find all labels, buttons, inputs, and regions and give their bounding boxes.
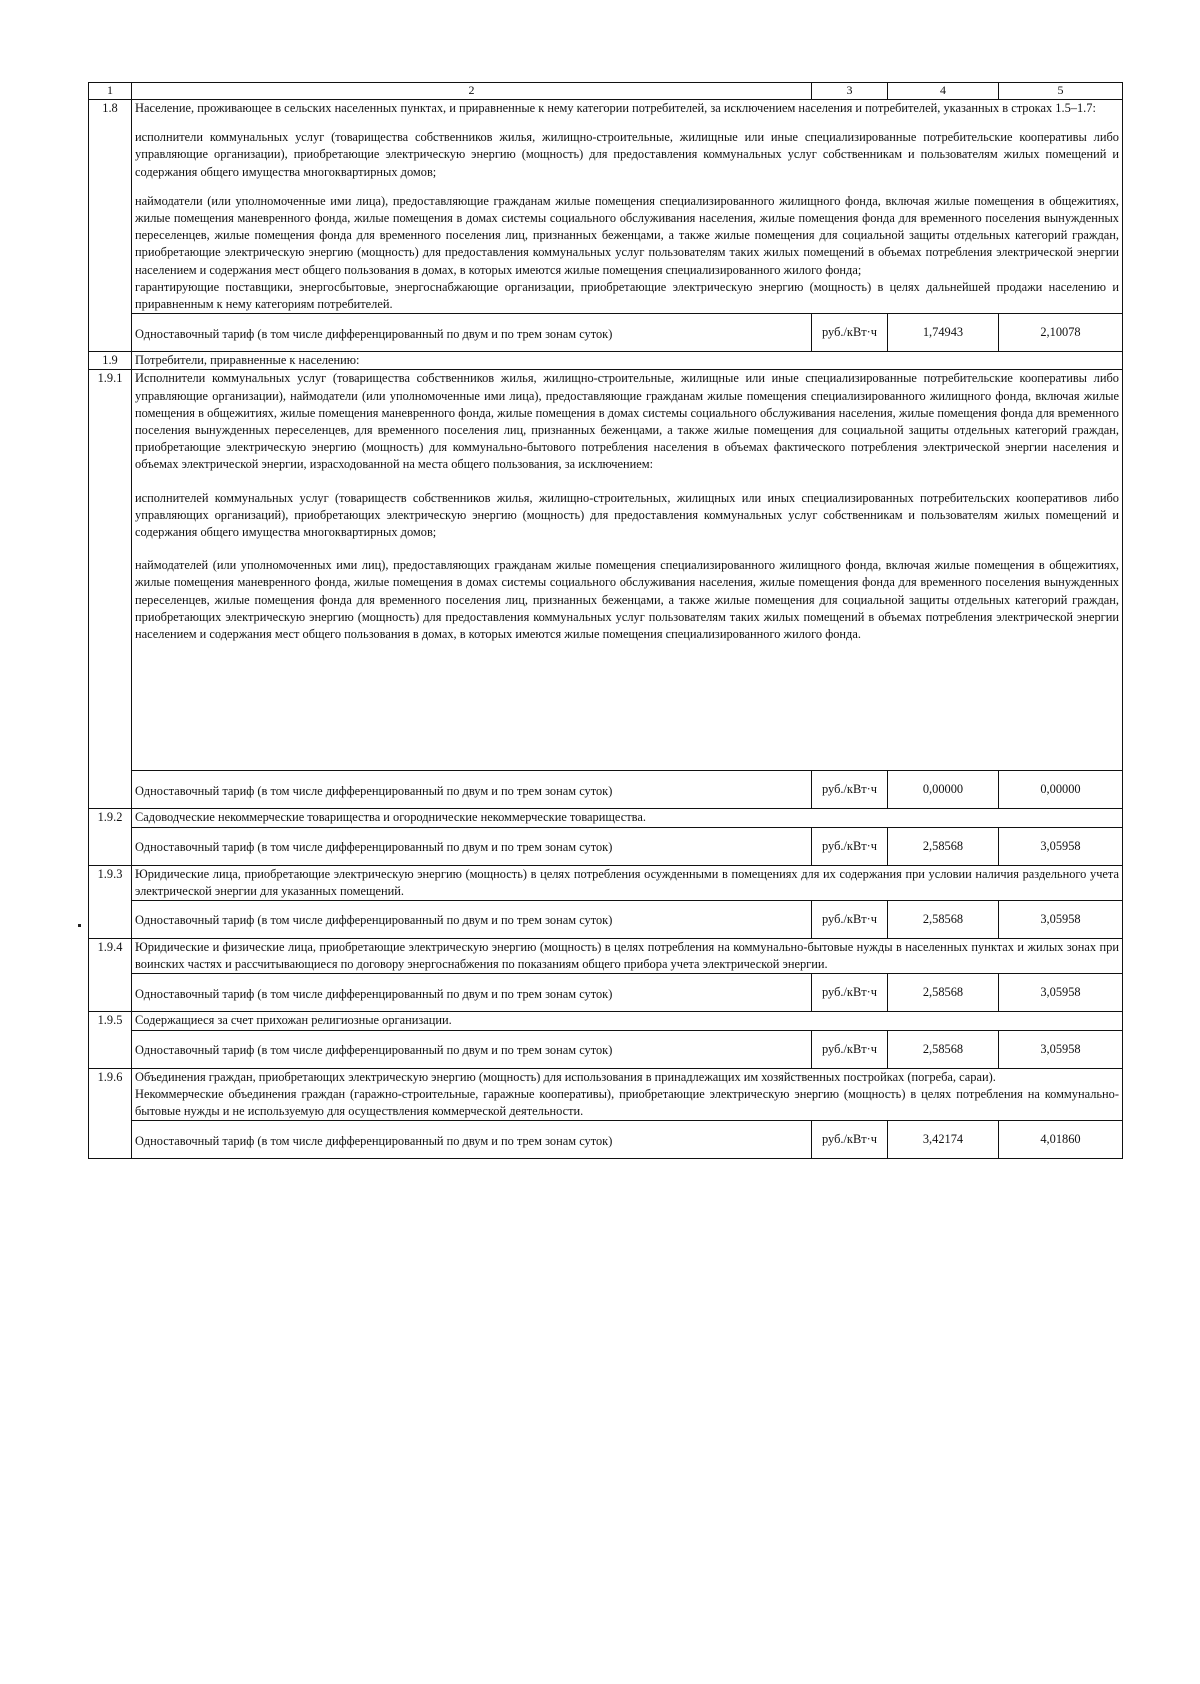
paragraph: Содержащиеся за счет прихожан религиозные организации. <box>135 1013 452 1028</box>
paragraph: наймодателей (или уполномоченных ими лиц), предоставляющих гражданам жилые помещения специализированного жилищного фонда, включая жилые помещения в общежитиях, жилые помещения маневренного фонда, жилые помещения в домах системы социального обслуживания населения, жилые помещения фонда для временного поселения вынужденных переселенцев, жилые помещения фонда для временного поселения лиц, признанных беженцами, а также жилые помещения для социальной защиты отдельных категорий граждан, приобретающих электрическую энергию (мощность) для предоставления коммунальных услуг пользователям таких жилых помещений в объемах потребления электрической энергии населением и содержания мест общего пользования в домах, в которых имеются жилые помещения специализированного жилого фонда. <box>135 558 1119 642</box>
section-row <box>89 1012 1123 1030</box>
section-row <box>89 352 1123 370</box>
paragraph: исполнителей коммунальных услуг (товариществ собственников жилья, жилищно-строительных, жилищных или иных специализированных потребительских кооперативов либо управляющих организаций), приобретающих электрическую энергию (мощность) для предоставления коммунальных услуг собственникам и пользователям жилых помещений и содержания общего имущества многоквартирных домов; <box>135 490 1119 540</box>
section-description <box>132 370 1123 771</box>
tariff-table <box>88 82 1123 1159</box>
paragraph: Юридические лица, приобретающие электрическую энергию (мощность) в целях потребления осужденными в помещениях для их содержания при условии наличия раздельного учета электрической энергии для указанных помещений. <box>135 866 1119 898</box>
tariff-value-col5: 4,01860 <box>999 1121 1123 1159</box>
section-description <box>132 1012 1123 1030</box>
section-number: 1.9.2 <box>89 809 132 865</box>
paragraph: Население, проживающее в сельских населенных пунктах, и приравненные к нему категории потребителей, за исключением населения и потребителей, указанных в строках 1.5–1.7: <box>135 101 1096 115</box>
tariff-value-col4: 1,74943 <box>888 314 999 352</box>
tariff-rate-row <box>89 771 1123 809</box>
tariff-rate-row <box>89 974 1123 1012</box>
tariff-value-col5: 2,10078 <box>999 314 1123 352</box>
tariff-label: Одноставочный тариф (в том числе дифференцированный по двум и по трем зонам суток) <box>132 771 812 809</box>
column-number-3: 3 <box>812 83 888 100</box>
paragraph: Исполнители коммунальных услуг (товарищества собственников жилья, жилищно-строительные, жилищные или иные специализированные потребительские кооперативы либо управляющие организации), наймодатели (или уполномоченные ими лица), предоставляющие гражданам жилые помещения специализированного жилищного фонда, включая жилые помещения в общежитиях, жилые помещения маневренного фонда, жилые помещения в домах системы социального обслуживания населения, жилые помещения фонда для временного поселения вынужденных переселенцев, для временного поселения лиц, признанных беженцами, а также жилые помещения для социальной защиты отдельных категорий граждан, приобретающие электрическую энергию (мощность) для коммунально-бытового потребления населения в объемах фактического потребления электрической энергии населения и объемах электрической энергии, израсходованной на места общего пользования, за исключением: <box>135 371 1119 472</box>
tariff-label: Одноставочный тариф (в том числе дифференцированный по двум и по трем зонам суток) <box>132 901 812 939</box>
scan-speck <box>78 924 81 927</box>
paragraph: наймодатели (или уполномоченные ими лица), предоставляющие гражданам жилые помещения специализированного жилищного фонда, включая жилые помещения в общежитиях, жилые помещения маневренного фонда, жилые помещения в домах системы социального обслуживания населения, жилые помещения фонда для временного поселения вынужденных переселенцев, жилые помещения фонда для временного поселения лиц, признанных беженцами, а также жилые помещения для социальной защиты отдельных категорий граждан, приобретающие электрическую энергию (мощность) для предоставления коммунальных услуг пользователям таких жилых помещений в объемах потребления электрической энергии населением и содержания мест общего пользования в домах, в которых имеются жилые помещения специализированного жилого фонда; <box>135 193 1119 277</box>
column-number-1: 1 <box>89 83 132 100</box>
tariff-rate-row <box>89 1030 1123 1068</box>
section-number: 1.9.1 <box>89 370 132 809</box>
section-description <box>132 865 1123 900</box>
tariff-value-col4: 0,00000 <box>888 771 999 809</box>
section-description <box>132 939 1123 974</box>
tariff-value-col5: 0,00000 <box>999 771 1123 809</box>
section-number: 1.8 <box>89 100 132 352</box>
section-number: 1.9.3 <box>89 865 132 938</box>
tariff-unit: руб./кВт·ч <box>812 974 888 1012</box>
section-row <box>89 939 1123 974</box>
paragraph: Некоммерческие объединения граждан (гаражно-строительные, гаражные кооперативы), приобретающие электрическую энергию (мощность) в целях потребления на коммунально-бытовые нужды и не используемую для осуществления коммерческой деятельности. <box>135 1086 1119 1119</box>
tariff-value-col4: 2,58568 <box>888 974 999 1012</box>
section-description <box>132 809 1123 827</box>
tariff-unit: руб./кВт·ч <box>812 771 888 809</box>
tariff-label: Одноставочный тариф (в том числе дифференцированный по двум и по трем зонам суток) <box>132 1030 812 1068</box>
tariff-unit: руб./кВт·ч <box>812 827 888 865</box>
section-description <box>132 1068 1123 1121</box>
tariff-label: Одноставочный тариф (в том числе дифференцированный по двум и по трем зонам суток) <box>132 827 812 865</box>
section-description <box>132 100 1123 314</box>
section-row <box>89 100 1123 314</box>
tariff-unit: руб./кВт·ч <box>812 1121 888 1159</box>
tariff-value-col5: 3,05958 <box>999 901 1123 939</box>
paragraph: исполнители коммунальных услуг (товарищества собственников жилья, жилищно-строительные, жилищные или иные специализированные потребительские кооперативы либо управляющие организации), приобретающие электрическую энергию (мощность) для предоставления коммунальных услуг собственникам и пользователям жилых помещений и содержания общего имущества многоквартирных домов; <box>135 130 1119 179</box>
tariff-value-col4: 2,58568 <box>888 1030 999 1068</box>
section-number: 1.9.4 <box>89 939 132 1012</box>
tariff-label: Одноставочный тариф (в том числе дифференцированный по двум и по трем зонам суток) <box>132 1121 812 1159</box>
paragraph: гарантирующие поставщики, энергосбытовые, энергоснабжающие организации, приобретающие электрическую энергию (мощность) в целях дальнейшей продажи населению и приравненным к нему категориям потребителей. <box>135 279 1119 312</box>
tariff-value-col4: 2,58568 <box>888 827 999 865</box>
tariff-unit: руб./кВт·ч <box>812 901 888 939</box>
tariff-value-col5: 3,05958 <box>999 974 1123 1012</box>
column-number-5: 5 <box>999 83 1123 100</box>
section-number: 1.9.6 <box>89 1068 132 1159</box>
tariff-value-col5: 3,05958 <box>999 1030 1123 1068</box>
section-row <box>89 809 1123 827</box>
column-number-2: 2 <box>132 83 812 100</box>
tariff-unit: руб./кВт·ч <box>812 314 888 352</box>
paragraph: Потребители, приравненные к населению: <box>135 353 360 368</box>
paragraph: Садоводческие некоммерческие товарищества и огороднические некоммерческие товарищества. <box>135 810 646 825</box>
section-row <box>89 1068 1123 1121</box>
column-number-row <box>89 83 1123 100</box>
tariff-rate-row <box>89 901 1123 939</box>
section-description <box>132 352 1123 370</box>
tariff-label: Одноставочный тариф (в том числе дифференцированный по двум и по трем зонам суток) <box>132 314 812 352</box>
section-number: 1.9 <box>89 352 132 370</box>
section-row <box>89 370 1123 771</box>
tariff-rate-row <box>89 1121 1123 1159</box>
tariff-value-col4: 3,42174 <box>888 1121 999 1159</box>
tariff-unit: руб./кВт·ч <box>812 1030 888 1068</box>
section-number: 1.9.5 <box>89 1012 132 1068</box>
paragraph: Юридические и физические лица, приобретающие электрическую энергию (мощность) в целях потребления на коммунально-бытовые нужды в населенных пунктах и жилых зонах при воинских частях и рассчитывающиеся по договору энергоснабжения по показаниям общего прибора учета электрической энергии. <box>135 940 1119 972</box>
paragraph: Объединения граждан, приобретающих электрическую энергию (мощность) для использования в принадлежащих им хозяйственных постройках (погреба, сараи). <box>135 1069 996 1084</box>
tariff-label: Одноставочный тариф (в том числе дифференцированный по двум и по трем зонам суток) <box>132 974 812 1012</box>
tariff-value-col4: 2,58568 <box>888 901 999 939</box>
section-row <box>89 865 1123 900</box>
column-number-4: 4 <box>888 83 999 100</box>
tariff-value-col5: 3,05958 <box>999 827 1123 865</box>
tariff-rate-row <box>89 827 1123 865</box>
tariff-rate-row <box>89 314 1123 352</box>
